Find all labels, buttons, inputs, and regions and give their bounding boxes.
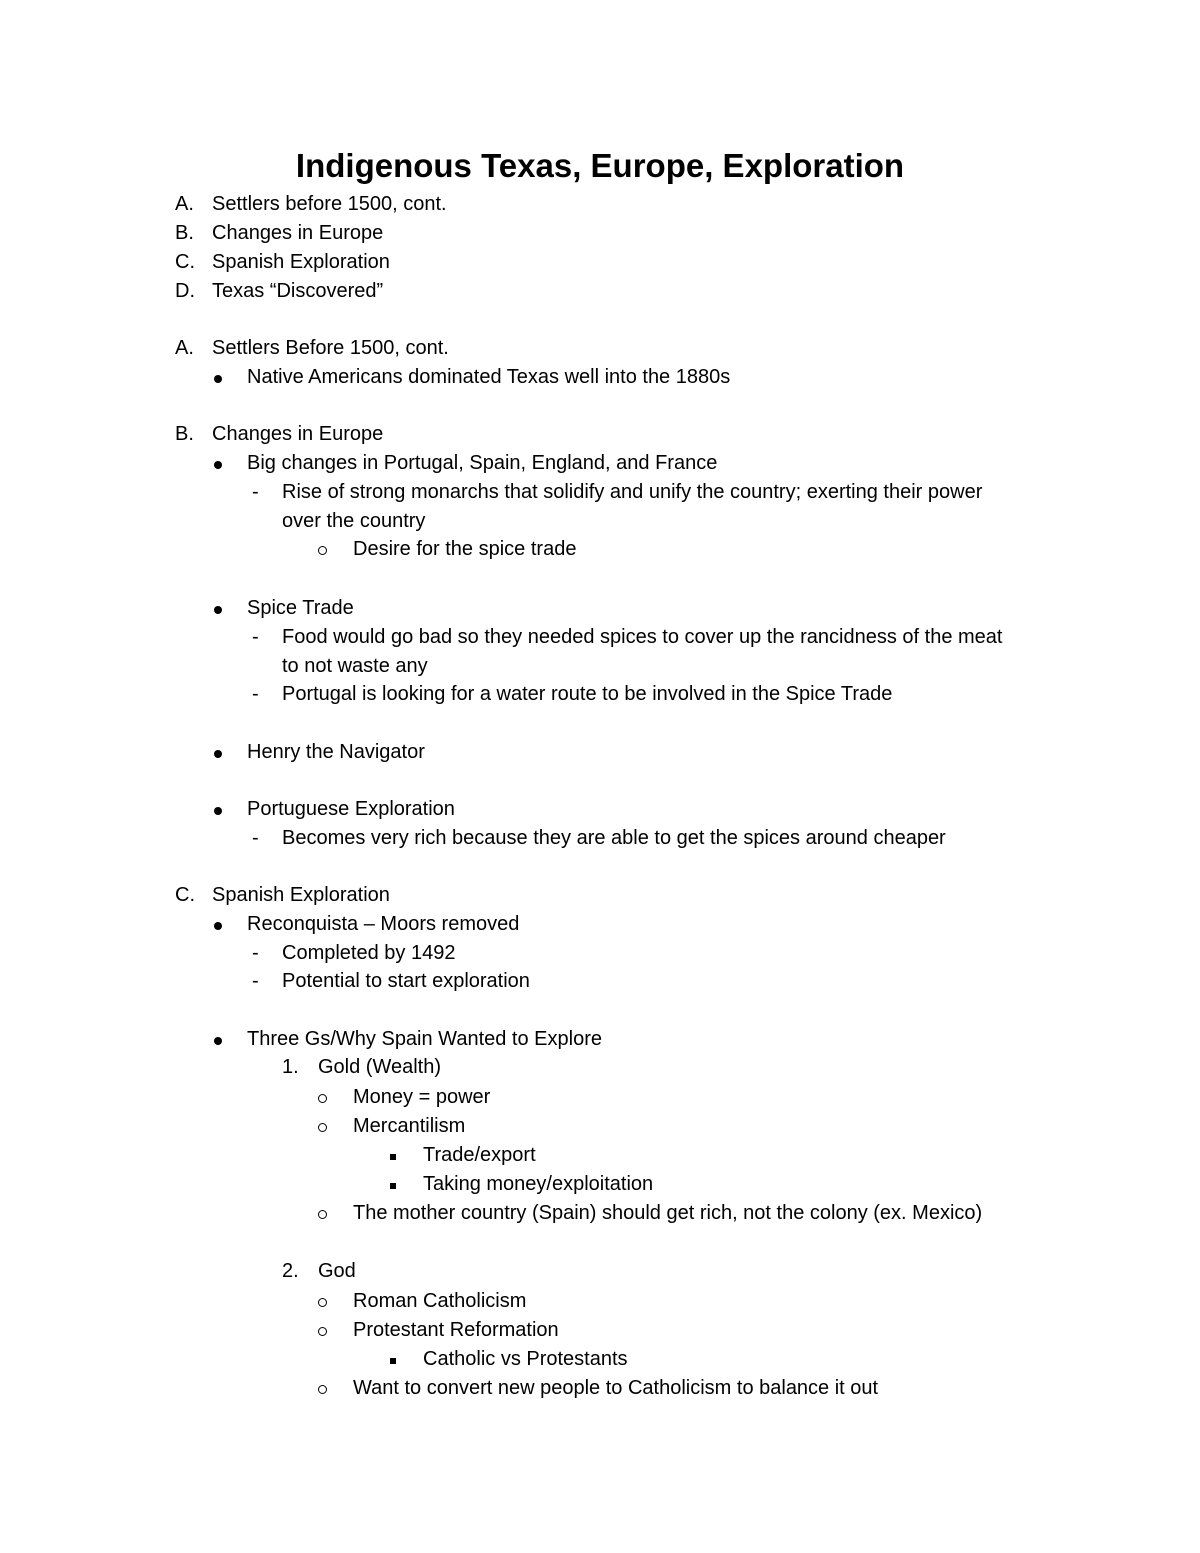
square-item: Taking money/exploitation (423, 1170, 653, 1199)
section-marker: B. (175, 423, 194, 445)
square-bullet-icon (390, 1183, 396, 1189)
dash-marker: - (252, 626, 259, 648)
square-item: Catholic vs Protestants (423, 1345, 628, 1374)
circle-item: Want to convert new people to Catholicism to balance it out (353, 1374, 878, 1403)
square-bullet-icon (390, 1154, 396, 1160)
outline-text: Settlers before 1500, cont. (212, 193, 447, 215)
dash-item: - Food would go bad so they needed spices to cover up the rancidness of the meat (282, 623, 1002, 652)
circle-item: The mother country (Spain) should get rich, not the colony (ex. Mexico) (353, 1199, 982, 1228)
numbered-item: 1. Gold (Wealth) (318, 1053, 441, 1082)
outline-text: Spanish Exploration (212, 251, 390, 273)
dash-marker: - (252, 683, 259, 705)
circle-bullet-icon (318, 1327, 327, 1336)
circle-item: Desire for the spice trade (353, 535, 576, 564)
section-c-heading: C. Spanish Exploration (212, 881, 390, 910)
square-bullet-icon (390, 1358, 396, 1364)
bullet-icon (214, 461, 222, 469)
circle-item: Money = power (353, 1083, 490, 1112)
outline-marker: A. (175, 193, 194, 215)
section-a-heading: A. Settlers Before 1500, cont. (212, 334, 449, 363)
outline-marker: B. (175, 222, 194, 244)
dash-item-continuation: over the country (282, 510, 426, 532)
bullet-item: Spice Trade (247, 594, 354, 623)
circle-bullet-icon (318, 1123, 327, 1132)
dash-marker: - (252, 827, 259, 849)
dash-marker: - (252, 481, 259, 503)
outline-text: Changes in Europe (212, 222, 384, 244)
bullet-icon (214, 375, 222, 383)
bullet-item: Native Americans dominated Texas well into the 1880s (247, 363, 730, 392)
circle-bullet-icon (318, 1094, 327, 1103)
dash-item: - Portugal is looking for a water route to be involved in the Spice Trade (282, 680, 892, 709)
bullet-icon (214, 750, 222, 758)
dash-marker: - (252, 970, 259, 992)
circle-item: Mercantilism (353, 1112, 465, 1141)
dash-item: - Becomes very rich because they are able to get the spices around cheaper (282, 824, 946, 853)
document-title: Indigenous Texas, Europe, Exploration (295, 147, 905, 184)
circle-item: Protestant Reformation (353, 1316, 559, 1345)
bullet-item: Big changes in Portugal, Spain, England, and France (247, 449, 717, 478)
numbered-item: 2. God (318, 1257, 356, 1286)
circle-bullet-icon (318, 1210, 327, 1219)
circle-bullet-icon (318, 546, 327, 555)
bullet-item: Portuguese Exploration (247, 795, 455, 824)
outline-item (175, 219, 384, 248)
circle-item: Roman Catholicism (353, 1287, 526, 1316)
bullet-icon (214, 1037, 222, 1045)
bullet-item: Reconquista – Moors removed (247, 910, 519, 939)
dash-marker: - (252, 942, 259, 964)
square-item: Trade/export (423, 1141, 536, 1170)
section-b-heading: B. Changes in Europe (212, 420, 383, 449)
outline-text: Texas “Discovered” (212, 280, 384, 302)
dash-item: - Rise of strong monarchs that solidify and unify the country; exerting their power (282, 478, 982, 507)
dash-item-continuation: to not waste any (282, 655, 428, 677)
circle-bullet-icon (318, 1385, 327, 1394)
section-marker: A. (175, 337, 194, 359)
bullet-icon (214, 922, 222, 930)
outline-item (175, 277, 384, 306)
outline-item (175, 248, 390, 277)
outline-marker: C. (175, 251, 195, 273)
bullet-item: Three Gs/Why Spain Wanted to Explore (247, 1025, 602, 1054)
bullet-item: Henry the Navigator (247, 738, 425, 767)
circle-bullet-icon (318, 1298, 327, 1307)
number-marker: 2. (282, 1260, 299, 1282)
dash-item: - Potential to start exploration (282, 967, 530, 996)
outline-item (175, 190, 447, 219)
section-marker: C. (175, 884, 195, 906)
bullet-icon (214, 606, 222, 614)
bullet-icon (214, 807, 222, 815)
number-marker: 1. (282, 1056, 299, 1078)
dash-item: - Completed by 1492 (282, 939, 455, 968)
outline-marker: D. (175, 280, 195, 302)
